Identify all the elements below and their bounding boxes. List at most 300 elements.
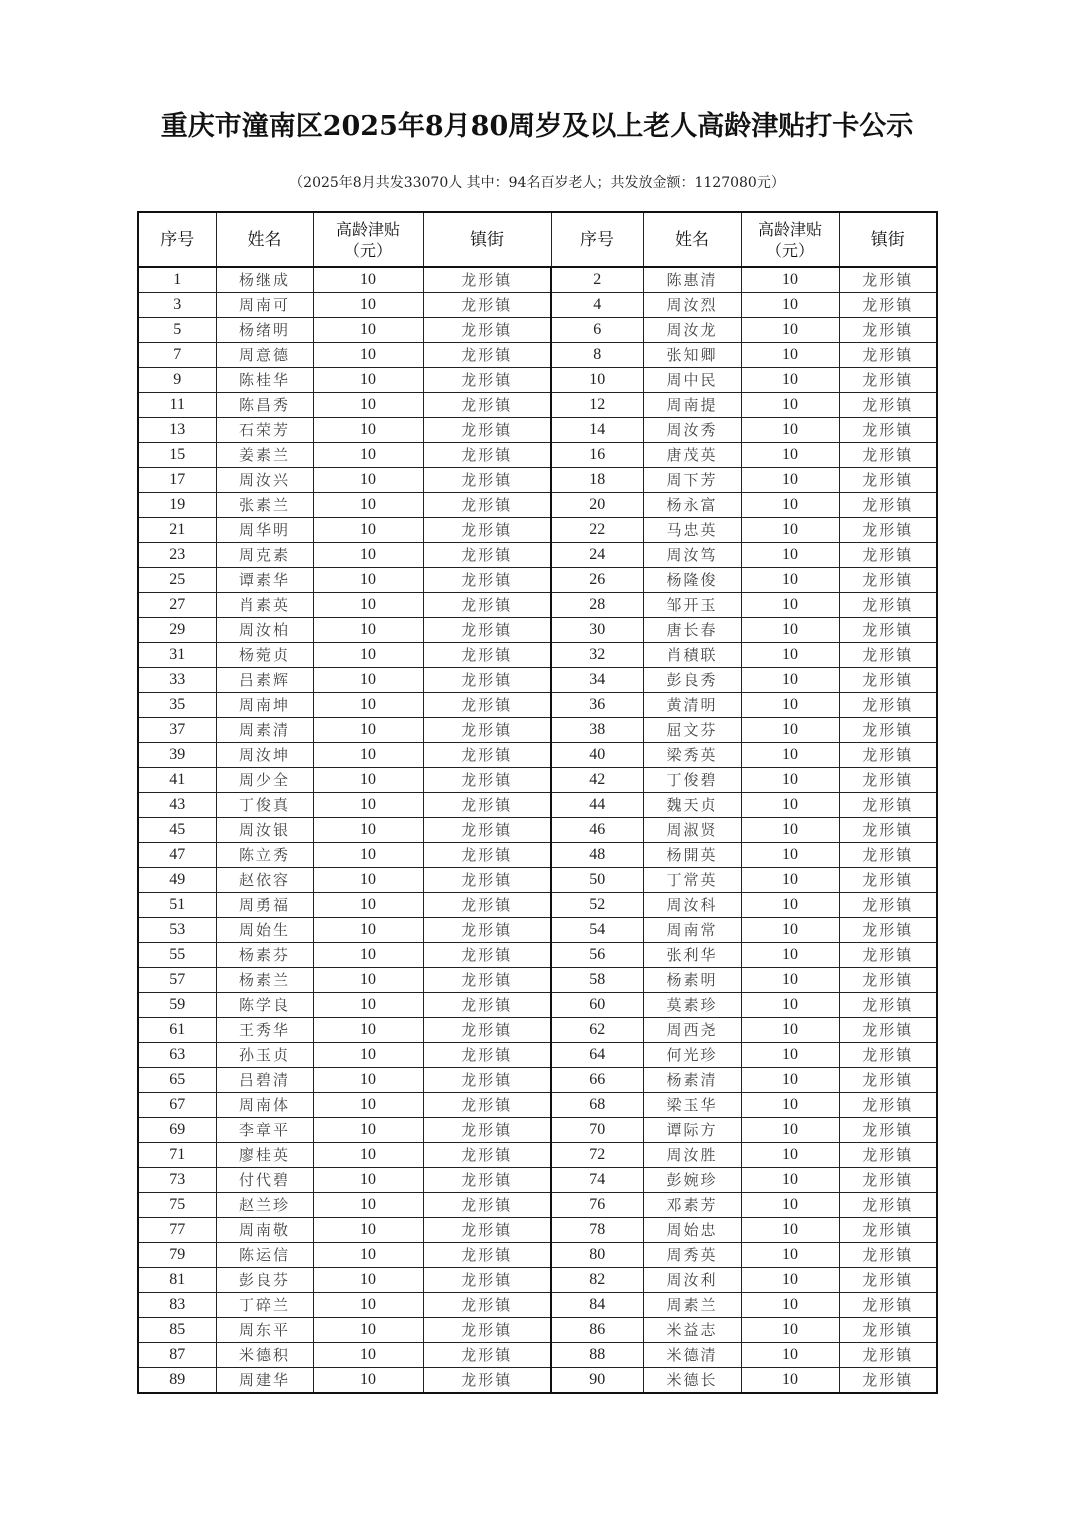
town-cell: 龙形镇	[839, 1268, 937, 1293]
seq-cell: 30	[551, 618, 643, 643]
amount-cell: 10	[313, 393, 423, 418]
amount-cell: 10	[313, 443, 423, 468]
seq-cell: 60	[551, 993, 643, 1018]
seq-cell: 7	[138, 343, 216, 368]
name-cell: 赵兰珍	[216, 1193, 313, 1218]
table-row	[138, 793, 937, 818]
town-cell: 龙形镇	[839, 918, 937, 943]
town-cell: 龙形镇	[423, 818, 551, 843]
town-cell: 龙形镇	[839, 718, 937, 743]
table-row	[138, 768, 937, 793]
town-cell: 龙形镇	[839, 518, 937, 543]
name-cell: 肖積联	[643, 643, 741, 668]
amount-cell: 10	[741, 793, 839, 818]
seq-cell: 26	[551, 568, 643, 593]
town-cell: 龙形镇	[423, 293, 551, 318]
amount-cell: 10	[313, 343, 423, 368]
amount-cell: 10	[741, 843, 839, 868]
name-cell: 周淑贤	[643, 818, 741, 843]
table-row	[138, 1043, 937, 1068]
town-cell: 龙形镇	[423, 868, 551, 893]
name-cell: 周南体	[216, 1093, 313, 1118]
amount-cell: 10	[741, 868, 839, 893]
name-cell: 吕素辉	[216, 668, 313, 693]
amount-cell: 10	[313, 1093, 423, 1118]
town-cell: 龙形镇	[839, 618, 937, 643]
town-cell: 龙形镇	[839, 1243, 937, 1268]
amount-cell: 10	[741, 468, 839, 493]
town-cell: 龙形镇	[839, 768, 937, 793]
name-cell: 孙玉贞	[216, 1043, 313, 1068]
seq-cell: 62	[551, 1018, 643, 1043]
town-cell: 龙形镇	[839, 543, 937, 568]
table-row	[138, 1143, 937, 1168]
seq-cell: 76	[551, 1193, 643, 1218]
amount-cell: 10	[741, 343, 839, 368]
name-cell: 陈运信	[216, 1243, 313, 1268]
seq-cell: 75	[138, 1193, 216, 1218]
seq-cell: 15	[138, 443, 216, 468]
town-cell: 龙形镇	[839, 593, 937, 618]
amount-cell: 10	[313, 1368, 423, 1394]
amount-cell: 10	[313, 868, 423, 893]
header-subsidy-line1: 高龄津贴	[757, 219, 822, 239]
name-cell: 周东平	[216, 1318, 313, 1343]
table-row	[138, 468, 937, 493]
town-cell: 龙形镇	[423, 1093, 551, 1118]
amount-cell: 10	[313, 1018, 423, 1043]
name-cell: 周意德	[216, 343, 313, 368]
seq-cell: 28	[551, 593, 643, 618]
seq-cell: 24	[551, 543, 643, 568]
table-row	[138, 1243, 937, 1268]
seq-cell: 58	[551, 968, 643, 993]
name-cell: 莫素珍	[643, 993, 741, 1018]
amount-cell: 10	[313, 593, 423, 618]
name-cell: 周汝兴	[216, 468, 313, 493]
table-row	[138, 743, 937, 768]
town-cell: 龙形镇	[423, 267, 551, 293]
table-row	[138, 618, 937, 643]
seq-cell: 29	[138, 618, 216, 643]
name-cell: 唐长春	[643, 618, 741, 643]
table-row	[138, 593, 937, 618]
name-cell: 米德清	[643, 1343, 741, 1368]
name-cell: 陈学良	[216, 993, 313, 1018]
town-cell: 龙形镇	[839, 893, 937, 918]
amount-cell: 10	[741, 893, 839, 918]
amount-cell: 10	[741, 1093, 839, 1118]
name-cell: 杨素清	[643, 1068, 741, 1093]
seq-cell: 83	[138, 1293, 216, 1318]
seq-cell: 1	[138, 267, 216, 293]
town-cell: 龙形镇	[423, 1368, 551, 1394]
name-cell: 张素兰	[216, 493, 313, 518]
amount-cell: 10	[741, 368, 839, 393]
seq-cell: 46	[551, 818, 643, 843]
town-cell: 龙形镇	[839, 1318, 937, 1343]
town-cell: 龙形镇	[839, 868, 937, 893]
table-row	[138, 643, 937, 668]
header-subsidy-line2: （元）	[765, 240, 814, 260]
seq-cell: 68	[551, 1093, 643, 1118]
seq-cell: 32	[551, 643, 643, 668]
seq-cell: 57	[138, 968, 216, 993]
town-cell: 龙形镇	[839, 743, 937, 768]
seq-cell: 42	[551, 768, 643, 793]
name-cell: 丁俊真	[216, 793, 313, 818]
town-cell: 龙形镇	[423, 718, 551, 743]
seq-cell: 65	[138, 1068, 216, 1093]
town-cell: 龙形镇	[423, 343, 551, 368]
seq-cell: 63	[138, 1043, 216, 1068]
name-cell: 周中民	[643, 368, 741, 393]
name-cell: 石荣芳	[216, 418, 313, 443]
seq-cell: 20	[551, 493, 643, 518]
seq-cell: 79	[138, 1243, 216, 1268]
amount-cell: 10	[313, 267, 423, 293]
amount-cell: 10	[741, 718, 839, 743]
table-row	[138, 668, 937, 693]
amount-cell: 10	[741, 568, 839, 593]
name-cell: 付代碧	[216, 1168, 313, 1193]
name-cell: 杨素芬	[216, 943, 313, 968]
town-cell: 龙形镇	[839, 267, 937, 293]
table-row	[138, 993, 937, 1018]
name-cell: 谭际方	[643, 1118, 741, 1143]
seq-cell: 49	[138, 868, 216, 893]
amount-cell: 10	[741, 1018, 839, 1043]
name-cell: 周汝秀	[643, 418, 741, 443]
amount-cell: 10	[741, 493, 839, 518]
amount-cell: 10	[741, 293, 839, 318]
name-cell: 周西尧	[643, 1018, 741, 1043]
town-cell: 龙形镇	[839, 1293, 937, 1318]
amount-cell: 10	[741, 418, 839, 443]
town-cell: 龙形镇	[423, 1318, 551, 1343]
amount-cell: 10	[313, 668, 423, 693]
name-cell: 周建华	[216, 1368, 313, 1394]
amount-cell: 10	[313, 943, 423, 968]
table-row	[138, 693, 937, 718]
town-cell: 龙形镇	[423, 618, 551, 643]
seq-cell: 19	[138, 493, 216, 518]
name-cell: 杨開英	[643, 843, 741, 868]
name-cell: 杨永富	[643, 493, 741, 518]
seq-cell: 72	[551, 1143, 643, 1168]
name-cell: 周汝柏	[216, 618, 313, 643]
table-row	[138, 443, 937, 468]
name-cell: 彭婉珍	[643, 1168, 741, 1193]
seq-cell: 39	[138, 743, 216, 768]
town-cell: 龙形镇	[839, 393, 937, 418]
town-cell: 龙形镇	[839, 643, 937, 668]
amount-cell: 10	[313, 918, 423, 943]
name-cell: 周南可	[216, 293, 313, 318]
amount-cell: 10	[741, 918, 839, 943]
seq-cell: 82	[551, 1268, 643, 1293]
town-cell: 龙形镇	[839, 943, 937, 968]
seq-cell: 16	[551, 443, 643, 468]
name-cell: 杨继成	[216, 267, 313, 293]
amount-cell: 10	[313, 793, 423, 818]
town-cell: 龙形镇	[423, 1218, 551, 1243]
name-cell: 吕碧清	[216, 1068, 313, 1093]
seq-cell: 88	[551, 1343, 643, 1368]
amount-cell: 10	[313, 968, 423, 993]
seq-cell: 86	[551, 1318, 643, 1343]
header-subsidy-line1: 高龄津贴	[335, 219, 400, 239]
seq-cell: 40	[551, 743, 643, 768]
name-cell: 周秀英	[643, 1243, 741, 1268]
summary-subtitle: （2025年8月共发33070人 其中：94名百岁老人；共发放金额：1127080元）	[289, 175, 785, 191]
name-cell: 陈昌秀	[216, 393, 313, 418]
name-cell: 彭良芬	[216, 1268, 313, 1293]
seq-cell: 84	[551, 1293, 643, 1318]
name-cell: 屈文芬	[643, 718, 741, 743]
amount-cell: 10	[313, 1318, 423, 1343]
amount-cell: 10	[313, 743, 423, 768]
table-row	[138, 568, 937, 593]
amount-cell: 10	[741, 393, 839, 418]
amount-cell: 10	[313, 1068, 423, 1093]
amount-cell: 10	[741, 267, 839, 293]
seq-cell: 74	[551, 1168, 643, 1193]
seq-cell: 6	[551, 318, 643, 343]
name-cell: 杨绪明	[216, 318, 313, 343]
amount-cell: 10	[741, 1068, 839, 1093]
seq-cell: 61	[138, 1018, 216, 1043]
town-cell: 龙形镇	[423, 593, 551, 618]
seq-cell: 18	[551, 468, 643, 493]
town-cell: 龙形镇	[839, 493, 937, 518]
name-cell: 陈惠清	[643, 267, 741, 293]
seq-cell: 59	[138, 993, 216, 1018]
seq-cell: 48	[551, 843, 643, 868]
subsidy-table	[137, 211, 938, 1394]
seq-cell: 22	[551, 518, 643, 543]
name-cell: 周南提	[643, 393, 741, 418]
town-cell: 龙形镇	[423, 518, 551, 543]
town-cell: 龙形镇	[423, 743, 551, 768]
table-row	[138, 293, 937, 318]
table-row	[138, 343, 937, 368]
name-cell: 周汝利	[643, 1268, 741, 1293]
seq-cell: 47	[138, 843, 216, 868]
town-cell: 龙形镇	[839, 368, 937, 393]
amount-cell: 10	[741, 543, 839, 568]
seq-cell: 89	[138, 1368, 216, 1394]
town-cell: 龙形镇	[839, 468, 937, 493]
table-row	[138, 718, 937, 743]
amount-cell: 10	[741, 1318, 839, 1343]
town-cell: 龙形镇	[423, 943, 551, 968]
town-cell: 龙形镇	[839, 318, 937, 343]
seq-cell: 77	[138, 1218, 216, 1243]
name-cell: 马忠英	[643, 518, 741, 543]
amount-cell: 10	[741, 1293, 839, 1318]
name-cell: 周汝科	[643, 893, 741, 918]
table-row	[138, 393, 937, 418]
town-cell: 龙形镇	[839, 568, 937, 593]
table-row	[138, 1268, 937, 1293]
amount-cell: 10	[741, 768, 839, 793]
seq-cell: 67	[138, 1093, 216, 1118]
table-row	[138, 1293, 937, 1318]
table-row	[138, 493, 937, 518]
amount-cell: 10	[741, 668, 839, 693]
name-cell: 周汝笃	[643, 543, 741, 568]
name-cell: 梁秀英	[643, 743, 741, 768]
name-cell: 周克素	[216, 543, 313, 568]
seq-cell: 2	[551, 267, 643, 293]
seq-cell: 85	[138, 1318, 216, 1343]
table-row	[138, 1343, 937, 1368]
table-body	[138, 267, 937, 1393]
name-cell: 陈立秀	[216, 843, 313, 868]
town-cell: 龙形镇	[423, 1243, 551, 1268]
seq-cell: 45	[138, 818, 216, 843]
amount-cell: 10	[313, 768, 423, 793]
town-cell: 龙形镇	[423, 468, 551, 493]
town-cell: 龙形镇	[423, 1343, 551, 1368]
seq-cell: 10	[551, 368, 643, 393]
name-cell: 周勇福	[216, 893, 313, 918]
town-cell: 龙形镇	[839, 1118, 937, 1143]
amount-cell: 10	[313, 618, 423, 643]
name-cell: 梁玉华	[643, 1093, 741, 1118]
name-cell: 周汝坤	[216, 743, 313, 768]
table-row	[138, 1068, 937, 1093]
table-row	[138, 518, 937, 543]
amount-cell: 10	[741, 943, 839, 968]
amount-cell: 10	[313, 1243, 423, 1268]
seq-cell: 11	[138, 393, 216, 418]
town-cell: 龙形镇	[839, 1343, 937, 1368]
header-subsidy	[313, 212, 423, 267]
table-row	[138, 1018, 937, 1043]
name-cell: 米德长	[643, 1368, 741, 1394]
town-cell: 龙形镇	[839, 1168, 937, 1193]
header-seq-2: 序号	[551, 212, 643, 267]
seq-cell: 64	[551, 1043, 643, 1068]
name-cell: 周少全	[216, 768, 313, 793]
header-subsidy-2	[741, 212, 839, 267]
town-cell: 龙形镇	[423, 793, 551, 818]
seq-cell: 56	[551, 943, 643, 968]
town-cell: 龙形镇	[839, 1368, 937, 1394]
town-cell: 龙形镇	[423, 768, 551, 793]
amount-cell: 10	[313, 843, 423, 868]
seq-cell: 33	[138, 668, 216, 693]
name-cell: 姜素兰	[216, 443, 313, 468]
name-cell: 魏天贞	[643, 793, 741, 818]
seq-cell: 43	[138, 793, 216, 818]
town-cell: 龙形镇	[423, 393, 551, 418]
amount-cell: 10	[313, 1218, 423, 1243]
town-cell: 龙形镇	[423, 543, 551, 568]
town-cell: 龙形镇	[839, 1043, 937, 1068]
seq-cell: 14	[551, 418, 643, 443]
name-cell: 丁碎兰	[216, 1293, 313, 1318]
seq-cell: 17	[138, 468, 216, 493]
name-cell: 唐茂英	[643, 443, 741, 468]
name-cell: 赵依容	[216, 868, 313, 893]
amount-cell: 10	[313, 318, 423, 343]
table-row	[138, 943, 937, 968]
name-cell: 肖素英	[216, 593, 313, 618]
amount-cell: 10	[313, 543, 423, 568]
seq-cell: 50	[551, 868, 643, 893]
name-cell: 周汝胜	[643, 1143, 741, 1168]
town-cell: 龙形镇	[423, 968, 551, 993]
table-row	[138, 1193, 937, 1218]
town-cell: 龙形镇	[423, 1168, 551, 1193]
town-cell: 龙形镇	[839, 818, 937, 843]
town-cell: 龙形镇	[423, 443, 551, 468]
name-cell: 周素兰	[643, 1293, 741, 1318]
amount-cell: 10	[313, 518, 423, 543]
town-cell: 龙形镇	[839, 668, 937, 693]
name-cell: 周始忠	[643, 1218, 741, 1243]
name-cell: 邹开玉	[643, 593, 741, 618]
amount-cell: 10	[741, 618, 839, 643]
town-cell: 龙形镇	[423, 1268, 551, 1293]
table-row	[138, 818, 937, 843]
amount-cell: 10	[741, 593, 839, 618]
name-cell: 廖桂英	[216, 1143, 313, 1168]
name-cell: 周南常	[643, 918, 741, 943]
seq-cell: 27	[138, 593, 216, 618]
town-cell: 龙形镇	[839, 1018, 937, 1043]
town-cell: 龙形镇	[423, 1143, 551, 1168]
town-cell: 龙形镇	[423, 1018, 551, 1043]
amount-cell: 10	[313, 568, 423, 593]
amount-cell: 10	[741, 693, 839, 718]
seq-cell: 51	[138, 893, 216, 918]
amount-cell: 10	[741, 818, 839, 843]
seq-cell: 54	[551, 918, 643, 943]
table-row	[138, 1118, 937, 1143]
town-cell: 龙形镇	[423, 993, 551, 1018]
amount-cell: 10	[741, 1193, 839, 1218]
amount-cell: 10	[313, 1118, 423, 1143]
table-row	[138, 418, 937, 443]
amount-cell: 10	[741, 1368, 839, 1394]
town-cell: 龙形镇	[423, 1193, 551, 1218]
name-cell: 张知卿	[643, 343, 741, 368]
town-cell: 龙形镇	[839, 968, 937, 993]
seq-cell: 52	[551, 893, 643, 918]
name-cell: 周汝银	[216, 818, 313, 843]
header-town: 镇街	[423, 212, 551, 267]
name-cell: 周始生	[216, 918, 313, 943]
seq-cell: 35	[138, 693, 216, 718]
seq-cell: 87	[138, 1343, 216, 1368]
seq-cell: 71	[138, 1143, 216, 1168]
table-row	[138, 893, 937, 918]
amount-cell: 10	[313, 1193, 423, 1218]
name-cell: 周南敬	[216, 1218, 313, 1243]
name-cell: 杨素兰	[216, 968, 313, 993]
seq-cell: 53	[138, 918, 216, 943]
amount-cell: 10	[741, 318, 839, 343]
name-cell: 何光珍	[643, 1043, 741, 1068]
table-row	[138, 1168, 937, 1193]
name-cell: 周汝烈	[643, 293, 741, 318]
seq-cell: 21	[138, 518, 216, 543]
seq-cell: 34	[551, 668, 643, 693]
